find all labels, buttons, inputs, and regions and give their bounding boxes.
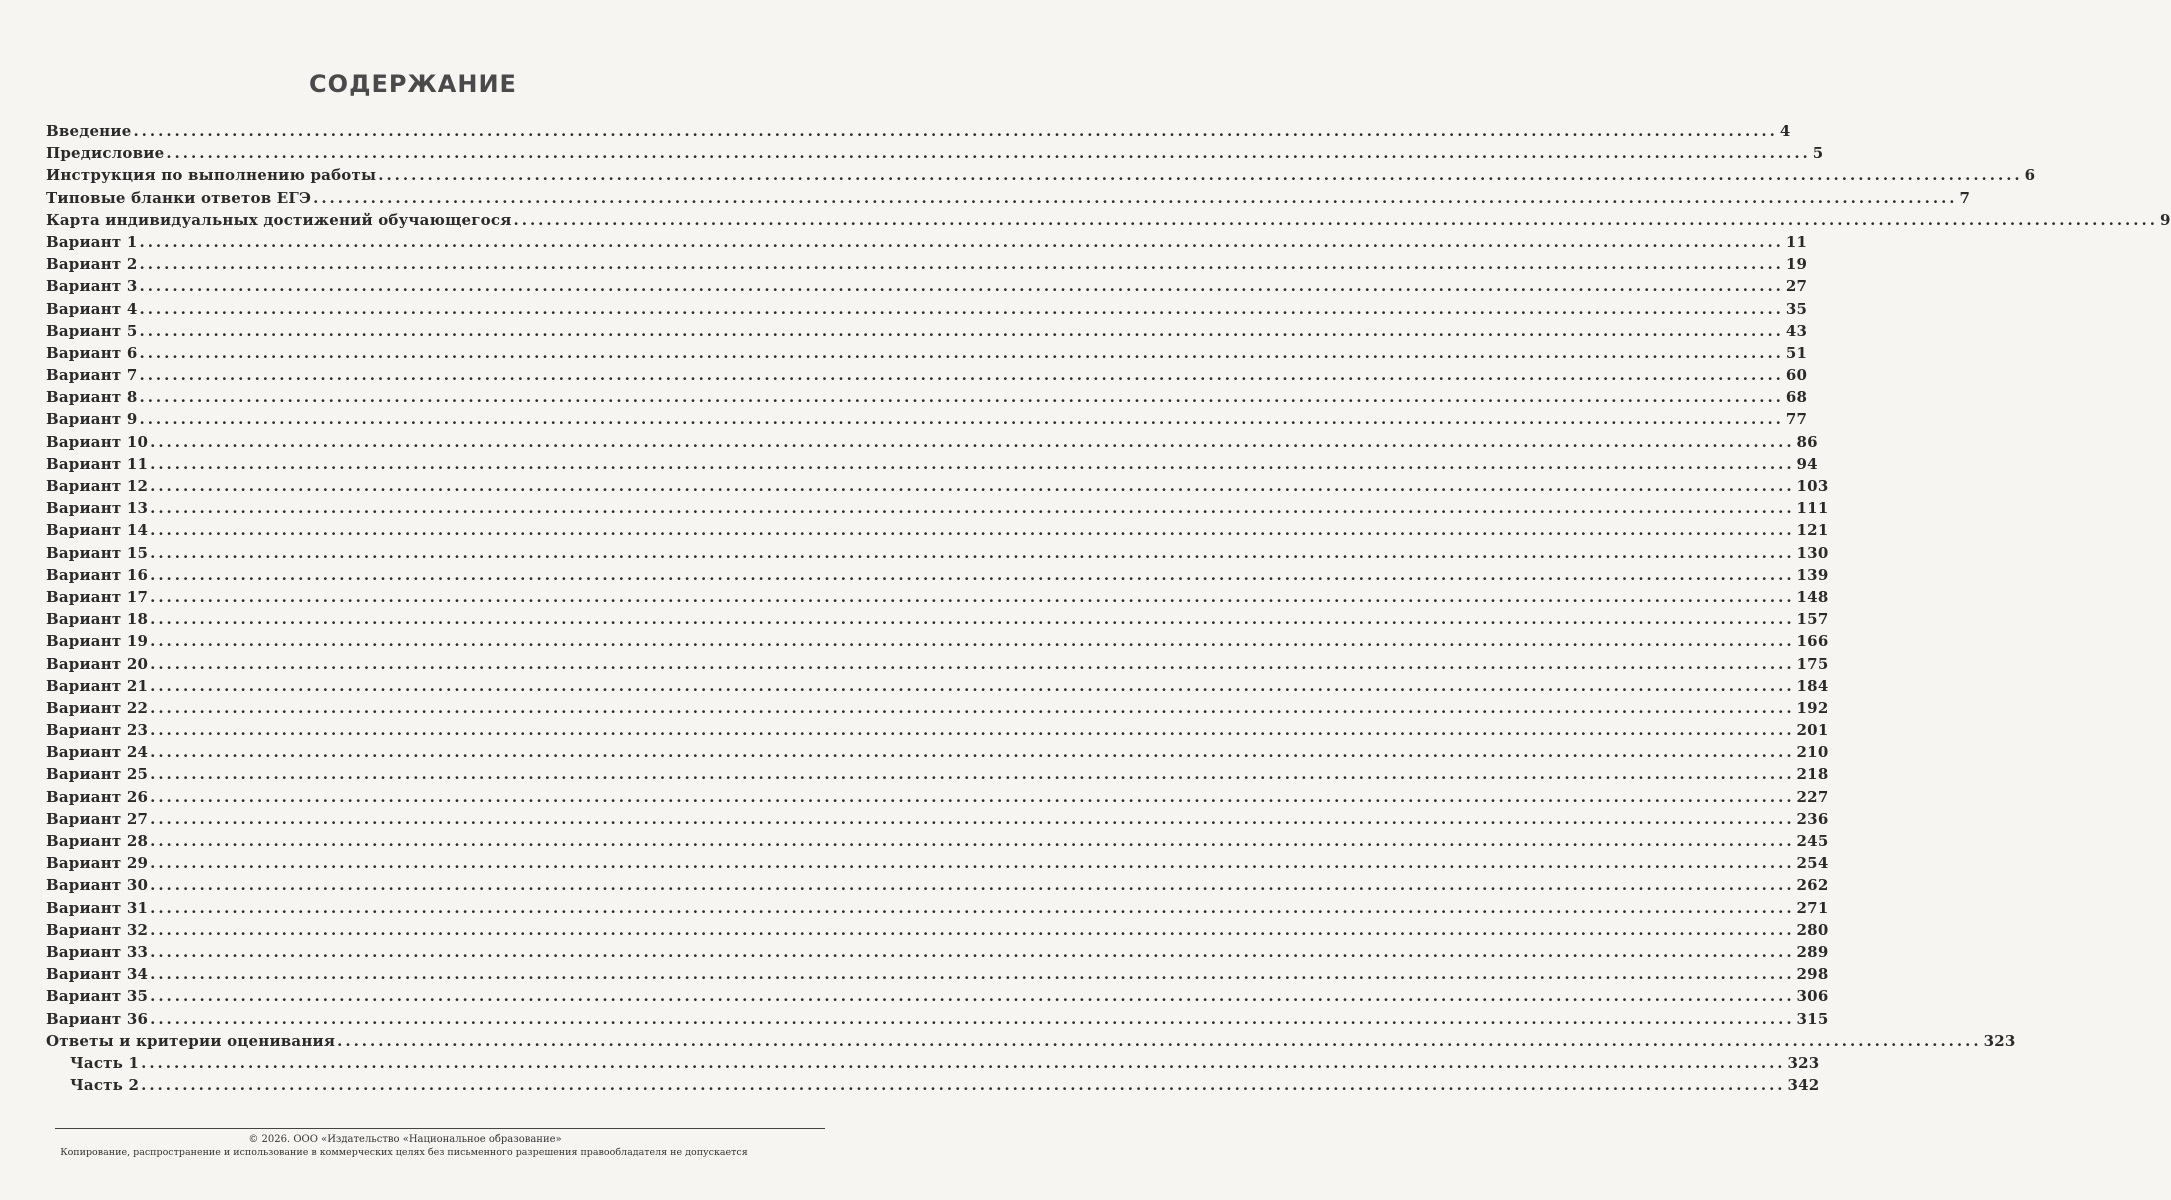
toc-entry bbox=[46, 253, 1808, 275]
dot-leader: ........................................................................................................................................................................................................ bbox=[150, 499, 1795, 518]
toc-entry-label: Вариант 10 bbox=[46, 432, 149, 451]
toc-entry-page-number: 139 bbox=[1796, 565, 1829, 584]
dot-leader: ........................................................................................................................................................................................................ bbox=[150, 698, 1795, 717]
dot-leader: ........................................................................................................................................................................................................ bbox=[141, 1076, 1786, 1095]
toc-entry-page-number: 245 bbox=[1796, 832, 1829, 850]
toc-entry-label: Типовые бланки ответов ЕГЭ bbox=[46, 188, 312, 207]
toc-entry-label: Вариант 35 bbox=[46, 987, 149, 1006]
toc-entry-label: Ответы и критерии оценивания bbox=[46, 1031, 336, 1050]
toc-entry-label: Вариант 19 bbox=[46, 632, 149, 651]
toc-entry-page-number: 130 bbox=[1796, 543, 1829, 562]
toc-entry-label: Вариант 4 bbox=[46, 299, 138, 318]
toc-entry-label: Вариант 21 bbox=[46, 676, 149, 695]
toc-entry-page-number: 323 bbox=[1983, 1031, 2016, 1050]
toc-entry bbox=[46, 519, 1829, 541]
toc-entry-page-number: 11 bbox=[1785, 232, 1808, 251]
dot-leader: ........................................................................................................................................................................................................ bbox=[133, 122, 1778, 140]
dot-leader: ........................................................................................................................................................................................................ bbox=[150, 920, 1795, 939]
dot-leader: ........................................................................................................................................................................................................ bbox=[150, 965, 1795, 984]
toc-entry-label: Вариант 8 bbox=[46, 388, 138, 407]
dot-leader: ........................................................................................................................................................................................................ bbox=[150, 987, 1795, 1006]
dot-leader: ........................................................................................................................................................................................................ bbox=[139, 388, 1784, 407]
toc-entry bbox=[46, 630, 1829, 652]
toc-entry-page-number: 323 bbox=[1787, 1053, 1820, 1072]
toc-entry bbox=[46, 897, 1829, 919]
toc-entry-page-number: 201 bbox=[1796, 721, 1829, 740]
toc-entry-page-number: 298 bbox=[1796, 965, 1829, 984]
dot-leader: ........................................................................................................................................................................................................ bbox=[337, 1031, 1982, 1050]
toc-entry bbox=[46, 919, 1829, 941]
toc-entry bbox=[46, 874, 1829, 896]
dot-leader: ........................................................................................................................................................................................................ bbox=[150, 854, 1795, 873]
toc-entry-page-number: 77 bbox=[1785, 410, 1808, 429]
dot-leader: ........................................................................................................................................................................................................ bbox=[166, 144, 1811, 163]
toc-entry-page-number: 315 bbox=[1796, 1009, 1829, 1028]
dot-leader: ........................................................................................................................................................................................................ bbox=[378, 166, 2023, 185]
toc-entry bbox=[46, 209, 2171, 231]
toc-entry-page-number: 157 bbox=[1796, 610, 1829, 629]
toc-entry-label: Вариант 12 bbox=[46, 477, 149, 495]
toc-entry-label: Карта индивидуальных достижений обучающегося bbox=[46, 210, 512, 229]
toc-entry-label: Вариант 2 bbox=[46, 255, 138, 274]
toc-entry-page-number: 236 bbox=[1796, 809, 1829, 828]
footer-divider bbox=[55, 1128, 825, 1129]
toc-entry-label: Вариант 1 bbox=[46, 232, 138, 251]
toc-entry-label: Вариант 33 bbox=[46, 942, 149, 961]
toc-entry bbox=[46, 719, 1829, 741]
toc-entry bbox=[46, 963, 1829, 985]
toc-entry bbox=[46, 1074, 1820, 1096]
toc-entry-label: Вариант 34 bbox=[46, 965, 149, 984]
toc-entry bbox=[46, 164, 2036, 186]
toc-entry-page-number: 121 bbox=[1796, 521, 1829, 540]
table-of-contents bbox=[46, 120, 2171, 1096]
dot-leader: ........................................................................................................................................................................................................ bbox=[139, 299, 1784, 318]
toc-entry-page-number: 271 bbox=[1796, 898, 1829, 917]
toc-entry-page-number: 7 bbox=[1959, 188, 1971, 207]
dot-leader: ........................................................................................................................................................................................................ bbox=[150, 765, 1795, 784]
toc-entry bbox=[46, 542, 1829, 564]
dot-leader: ........................................................................................................................................................................................................ bbox=[139, 232, 1784, 251]
dot-leader: ........................................................................................................................................................................................................ bbox=[150, 521, 1795, 540]
toc-entry bbox=[46, 586, 1829, 608]
dot-leader: ........................................................................................................................................................................................................ bbox=[150, 942, 1795, 961]
toc-entry-label: Вариант 6 bbox=[46, 343, 138, 362]
toc-entry-page-number: 262 bbox=[1796, 876, 1829, 895]
toc-entry-page-number: 86 bbox=[1796, 432, 1818, 451]
dot-leader: ........................................................................................................................................................................................................ bbox=[150, 876, 1795, 895]
toc-entry-label: Часть 2 bbox=[70, 1076, 140, 1095]
dot-leader: ........................................................................................................................................................................................................ bbox=[313, 188, 1958, 207]
toc-entry-label: Часть 1 bbox=[70, 1053, 140, 1072]
dot-leader: ........................................................................................................................................................................................................ bbox=[150, 565, 1795, 584]
toc-entry bbox=[46, 231, 1808, 253]
dot-leader: ........................................................................................................................................................................................................ bbox=[150, 676, 1795, 695]
toc-entry bbox=[46, 608, 1829, 630]
page-title: СОДЕРЖАНИЕ bbox=[309, 70, 517, 98]
dot-leader: ........................................................................................................................................................................................................ bbox=[150, 610, 1795, 629]
toc-entry bbox=[46, 475, 1829, 497]
toc-entry bbox=[46, 1008, 1829, 1030]
toc-entry-page-number: 289 bbox=[1796, 942, 1829, 961]
toc-entry-page-number: 60 bbox=[1785, 366, 1808, 385]
toc-entry bbox=[46, 386, 1808, 408]
dot-leader: ........................................................................................................................................................................................................ bbox=[150, 587, 1795, 606]
dot-leader: ........................................................................................................................................................................................................ bbox=[150, 1009, 1795, 1028]
toc-entry-label: Вариант 26 bbox=[46, 787, 149, 806]
toc-entry-label: Вариант 16 bbox=[46, 565, 149, 584]
toc-entry-page-number: 19 bbox=[1785, 255, 1808, 274]
toc-entry bbox=[46, 408, 1808, 430]
toc-entry bbox=[46, 298, 1808, 320]
toc-entry-page-number: 218 bbox=[1796, 765, 1829, 784]
toc-entry-page-number: 184 bbox=[1796, 676, 1829, 695]
toc-entry bbox=[46, 453, 1818, 475]
toc-entry-page-number: 227 bbox=[1796, 787, 1829, 806]
toc-entry-label: Вариант 9 bbox=[46, 410, 138, 429]
toc-entry bbox=[46, 497, 1829, 519]
toc-entry-label: Вариант 3 bbox=[46, 277, 138, 296]
toc-entry bbox=[46, 431, 1818, 453]
toc-entry-label: Предисловие bbox=[46, 144, 165, 163]
toc-entry bbox=[46, 1052, 1820, 1074]
dot-leader: ........................................................................................................................................................................................................ bbox=[139, 321, 1784, 340]
toc-entry-label: Вариант 31 bbox=[46, 898, 149, 917]
toc-entry-page-number: 35 bbox=[1785, 299, 1808, 318]
toc-entry-page-number: 4 bbox=[1779, 122, 1791, 140]
dot-leader: ........................................................................................................................................................................................................ bbox=[139, 366, 1784, 385]
toc-entry-page-number: 210 bbox=[1796, 743, 1829, 762]
toc-entry bbox=[46, 697, 1829, 719]
toc-entry bbox=[46, 187, 1971, 209]
toc-entry-page-number: 306 bbox=[1796, 987, 1829, 1006]
dot-leader: ........................................................................................................................................................................................................ bbox=[139, 410, 1784, 429]
toc-entry-label: Вариант 27 bbox=[46, 809, 149, 828]
dot-leader: ........................................................................................................................................................................................................ bbox=[150, 898, 1795, 917]
toc-entry bbox=[46, 808, 1829, 830]
toc-entry bbox=[46, 852, 1829, 874]
toc-entry-page-number: 51 bbox=[1785, 343, 1808, 362]
toc-entry-label: Вариант 25 bbox=[46, 765, 149, 784]
toc-entry bbox=[46, 985, 1829, 1007]
toc-entry-page-number: 27 bbox=[1785, 277, 1808, 296]
dot-leader: ........................................................................................................................................................................................................ bbox=[139, 277, 1784, 296]
toc-entry bbox=[46, 120, 1791, 142]
toc-entry-page-number: 192 bbox=[1796, 698, 1829, 717]
dot-leader: ........................................................................................................................................................................................................ bbox=[513, 210, 2158, 229]
dot-leader: ........................................................................................................................................................................................................ bbox=[150, 787, 1795, 806]
dot-leader: ........................................................................................................................................................................................................ bbox=[150, 809, 1795, 828]
dot-leader: ........................................................................................................................................................................................................ bbox=[139, 255, 1784, 274]
dot-leader: ........................................................................................................................................................................................................ bbox=[139, 343, 1784, 362]
toc-entry-page-number: 254 bbox=[1796, 854, 1829, 873]
dot-leader: ........................................................................................................................................................................................................ bbox=[150, 721, 1795, 740]
toc-entry bbox=[46, 364, 1808, 386]
toc-entry-page-number: 342 bbox=[1787, 1076, 1820, 1095]
toc-entry-label: Вариант 22 bbox=[46, 698, 149, 717]
dot-leader: ........................................................................................................................................................................................................ bbox=[150, 432, 1795, 451]
toc-entry-page-number: 148 bbox=[1796, 587, 1829, 606]
toc-entry bbox=[46, 1030, 2016, 1052]
toc-entry-label: Вариант 24 bbox=[46, 743, 149, 762]
dot-leader: ........................................................................................................................................................................................................ bbox=[150, 632, 1795, 651]
toc-entry-label: Вариант 11 bbox=[46, 454, 149, 473]
toc-entry-label: Вариант 36 bbox=[46, 1009, 149, 1028]
toc-entry-page-number: 94 bbox=[1796, 454, 1818, 473]
toc-entry-page-number: 103 bbox=[1796, 477, 1829, 495]
toc-entry-page-number: 9 bbox=[2159, 210, 2171, 229]
toc-entry-label: Вариант 30 bbox=[46, 876, 149, 895]
toc-entry bbox=[46, 653, 1829, 675]
toc-entry-page-number: 68 bbox=[1785, 388, 1808, 407]
toc-entry-page-number: 43 bbox=[1785, 321, 1808, 340]
toc-entry bbox=[46, 275, 1808, 297]
toc-entry-page-number: 175 bbox=[1796, 654, 1829, 673]
toc-entry bbox=[46, 320, 1808, 342]
footer-copyright: © 2026. ООО «Издательство «Национальное образование» bbox=[248, 1134, 562, 1145]
toc-entry bbox=[46, 763, 1829, 785]
toc-entry-label: Вариант 7 bbox=[46, 366, 138, 385]
toc-entry bbox=[46, 941, 1829, 963]
toc-entry bbox=[46, 786, 1829, 808]
dot-leader: ........................................................................................................................................................................................................ bbox=[150, 543, 1795, 562]
toc-entry-label: Вариант 20 bbox=[46, 654, 149, 673]
toc-entry bbox=[46, 564, 1829, 586]
toc-entry-page-number: 166 bbox=[1796, 632, 1829, 651]
toc-entry-label: Инструкция по выполнению работы bbox=[46, 166, 377, 185]
toc-entry-label: Вариант 13 bbox=[46, 499, 149, 518]
dot-leader: ........................................................................................................................................................................................................ bbox=[150, 454, 1795, 473]
dot-leader: ........................................................................................................................................................................................................ bbox=[141, 1053, 1786, 1072]
dot-leader: ........................................................................................................................................................................................................ bbox=[150, 654, 1795, 673]
toc-entry bbox=[46, 142, 1824, 164]
toc-entry-page-number: 111 bbox=[1796, 499, 1829, 518]
toc-entry-label: Вариант 15 bbox=[46, 543, 149, 562]
footer-notice: Копирование, распространение и использование в коммерческих целях без письменного разрешения правообладателя не допускается bbox=[60, 1147, 748, 1158]
toc-entry-page-number: 6 bbox=[2024, 166, 2036, 185]
dot-leader: ........................................................................................................................................................................................................ bbox=[150, 743, 1795, 762]
toc-entry bbox=[46, 675, 1829, 697]
toc-entry-page-number: 280 bbox=[1796, 920, 1829, 939]
toc-entry-label: Вариант 17 bbox=[46, 587, 149, 606]
toc-entry-label: Вариант 23 bbox=[46, 721, 149, 740]
toc-entry-label: Вариант 28 bbox=[46, 832, 149, 850]
toc-entry-label: Введение bbox=[46, 122, 132, 140]
toc-entry bbox=[46, 342, 1808, 364]
toc-entry-label: Вариант 5 bbox=[46, 321, 138, 340]
toc-entry-label: Вариант 18 bbox=[46, 610, 149, 629]
dot-leader: ........................................................................................................................................................................................................ bbox=[150, 832, 1795, 850]
toc-entry bbox=[46, 741, 1829, 763]
toc-entry bbox=[46, 830, 1829, 852]
toc-entry-page-number: 5 bbox=[1812, 144, 1824, 163]
toc-entry-label: Вариант 14 bbox=[46, 521, 149, 540]
toc-entry-label: Вариант 29 bbox=[46, 854, 149, 873]
toc-entry-label: Вариант 32 bbox=[46, 920, 149, 939]
dot-leader: ........................................................................................................................................................................................................ bbox=[150, 477, 1795, 495]
